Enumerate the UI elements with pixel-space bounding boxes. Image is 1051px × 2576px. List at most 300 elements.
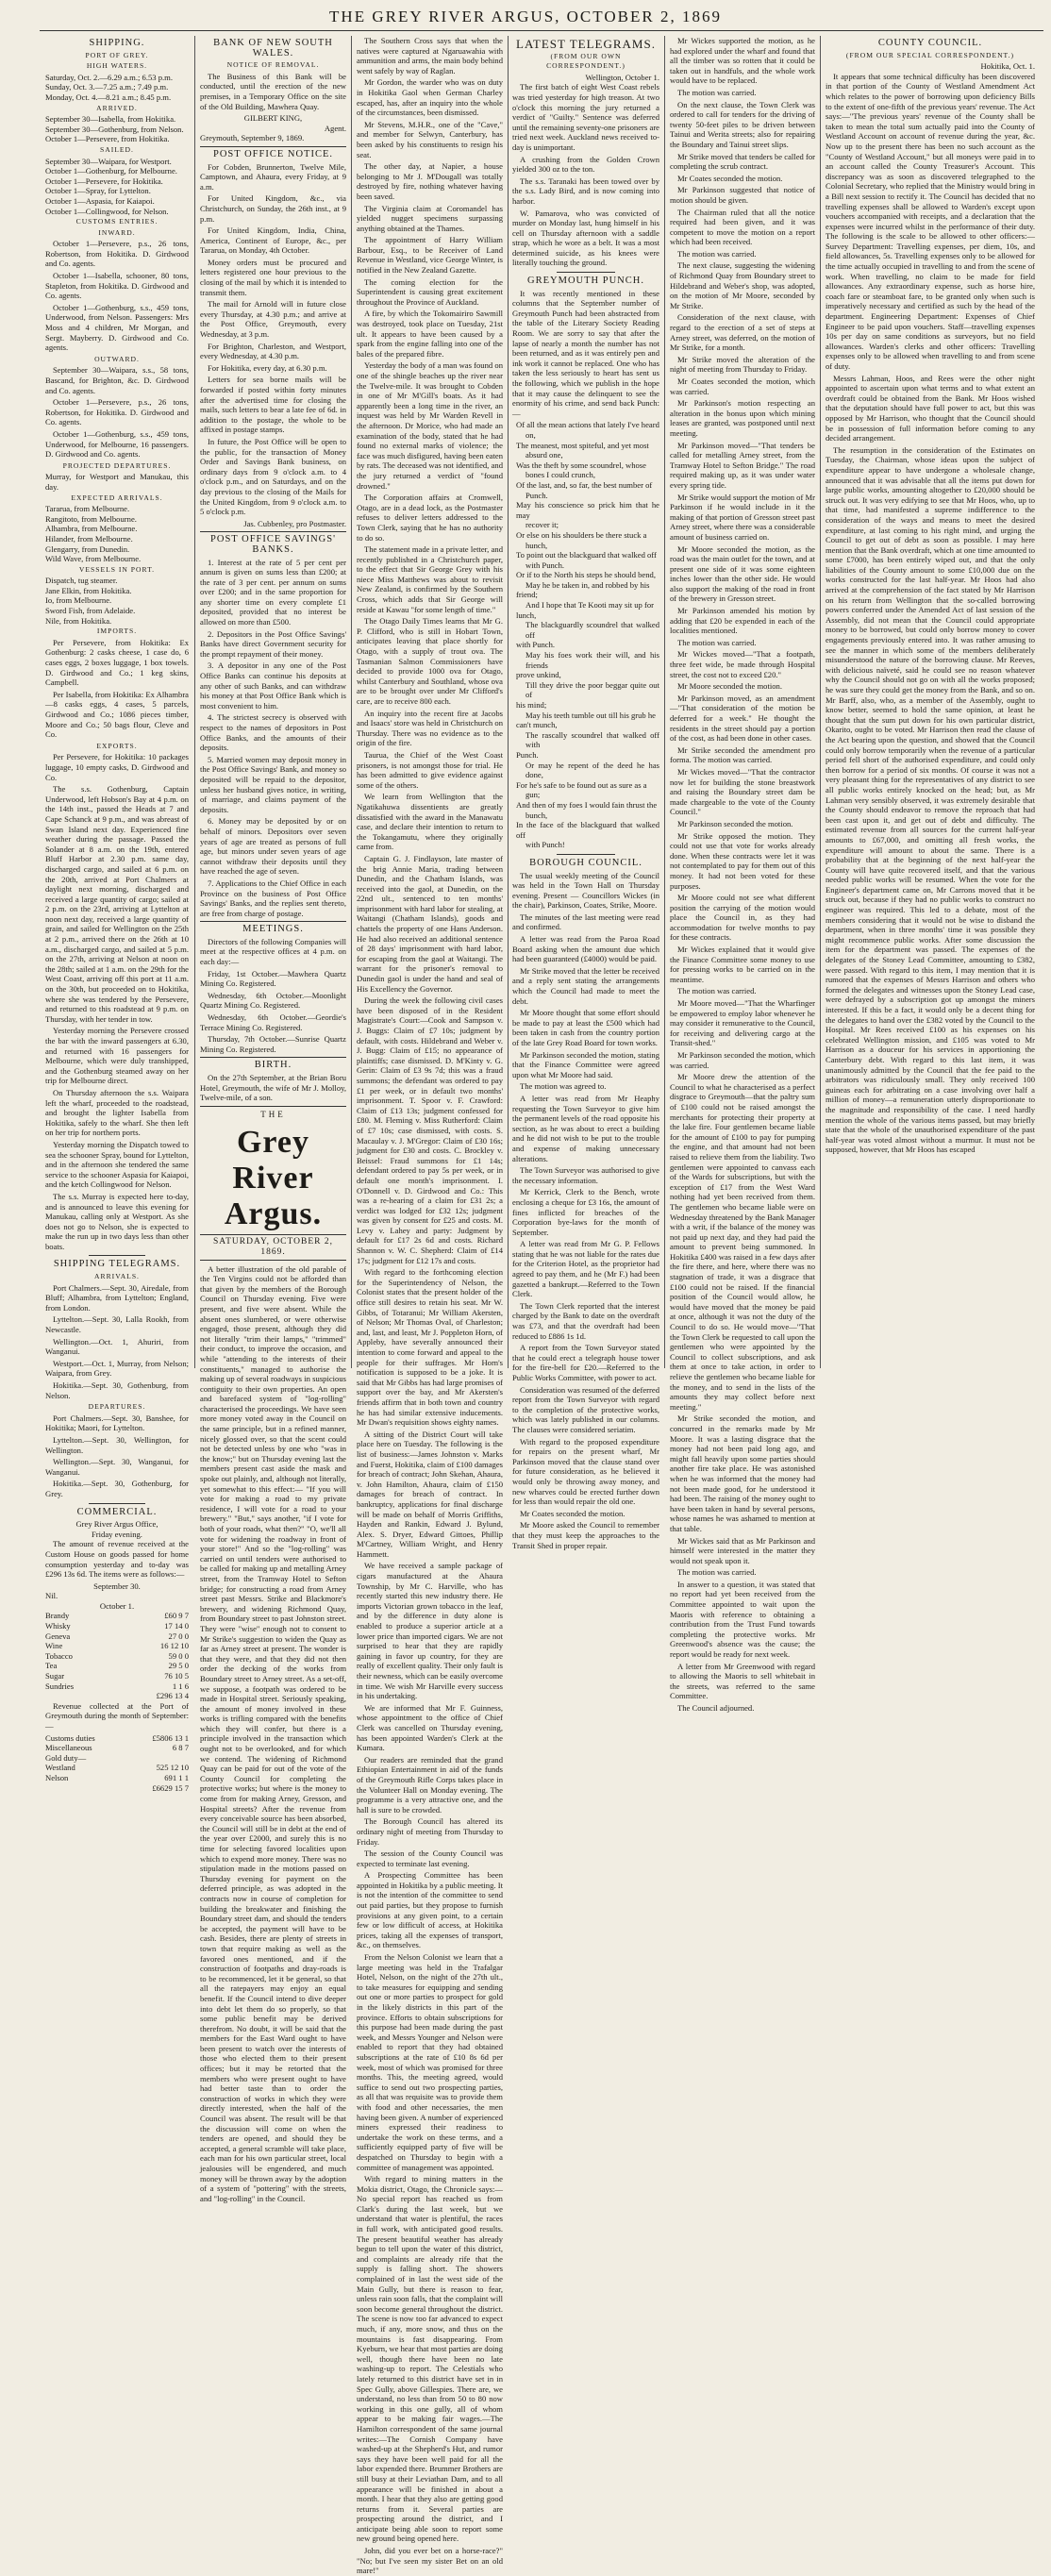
report-paragraph: Yesterday morning the Persevere crossed the bar with the inward passengers at 6.30, and returned with 16 passengers for Melbourne, which were duly transhipped, and the Gothenburg steamed away on her trip for Melbourne direct. [45, 1026, 189, 1086]
borough-paragraph: The Chairman ruled that all the notice required had been given, and it was competent to move the motion on a report which had been received. [670, 207, 815, 247]
in-port-line: Io, from Melbourne. [45, 595, 112, 606]
post-paragraph: For Cobden, Brunnerton, Twelve Mile, Camptown, and Ahaura, every Friday, at 9 a.m. [200, 161, 346, 192]
item-value: £60 9 7 [164, 1611, 189, 1621]
item-name: Customs duties [45, 1732, 95, 1743]
commercial-item-row [45, 1631, 189, 1642]
borough-paragraph: The motion was carried. [677, 637, 757, 647]
column-rule [820, 36, 821, 1368]
arrived-line: September 30—Isabella, from Hokitika. [45, 114, 176, 125]
in-port-line: Nile, from Hokitika. [45, 615, 112, 626]
birth-heading: BIRTH. [254, 1060, 292, 1071]
post-signature: Jas. Cubbenley, pro Postmaster. [243, 518, 346, 528]
item-value: 27 0 0 [168, 1631, 189, 1641]
poem-line: In the face of the blackguard that walked off [516, 820, 659, 840]
poem-line: with Punch. [516, 640, 556, 650]
post-notice-body [200, 162, 346, 517]
poem-line: recover it; [526, 520, 559, 530]
news-paragraph: The statement made in a private letter, and recently published in a Christchurch paper, to the effect that Sir George Grey with his niece Miss Matthews was about to revisit New Zealand, is confirmed by the Southern Cross, which adds that Sir George will reside at Kawau "for some length of time." [357, 544, 503, 614]
revenue-total-row [45, 1783, 189, 1794]
inward-entry: October 1—Gothenburg, s.s., 459 tons, Underwood, from Nelson. Passengers: Mrs Moss and 4 children, Mr Morgan, and Sergt. Mayberry. D. Girdwood and Co. agents. [45, 302, 189, 353]
column-rule [508, 36, 509, 1368]
borough-paragraph: A report from the Town Surveyor stated that he could erect a telegraph house tower for the fire-bell for £20.—Referred to the Public Works Committee, with power to act. [512, 1343, 659, 1382]
poem-line: The meanest, most spiteful, and yet most [516, 440, 649, 450]
post-paragraph: For Hokitika, every day, at 6.30 p.m. [208, 362, 327, 373]
item-value: 17 14 0 [164, 1621, 189, 1631]
borough-paragraph: The usual weekly meeting of the Council was held in the Town Hall on Thursday evening. Present — Councillors Wickes (in the chair), Parkinson, Coates, Strike, Moore. [512, 870, 659, 911]
commercial-item-row [45, 1671, 189, 1681]
item-name: Miscellaneous [45, 1743, 92, 1753]
port-label: PORT OF GREY. [85, 50, 149, 59]
poem-line: gun; [526, 790, 541, 800]
borough-paragraph: A letter was read from the Paroa Road Board asking when the amount due which had been guaranteed (£4000) would be paid. [512, 934, 659, 964]
borough-paragraph: Mr Moore seconded the motion. [677, 681, 782, 692]
column-3 [357, 36, 503, 2576]
imports-list [45, 638, 189, 740]
poem-line: The rascally scoundrel that walked off with [526, 729, 659, 750]
report-paragraph: The s.s. Gothenburg, Captain Underwood, left Hobson's Bay at 4 p.m. on the 14th inst., passed the Heads at 7 and Cape Schanck at 9 p.m., and was abreast of Swan Island next day. Experienced fine weather during the passage. Passed the Solander at 8 a.m. on the 19th, entered Bluff Harbor at 2.30 p.m. same day, discharged cargo, and sailed at 6 p.m. on the 20th, arrived at Port Chalmers at daylight next morning, discharged and received a large quantity of cargo; sailed at 2 p.m. on the 23rd, arriving at Lyttelton at noon next day, received a large quantity of grain, and sailed for Wellington on the 25th at 2 p.m., arrived there on the 26th at 10 a.m., discharged cargo, and sailed at 5 p.m. on the 27th, arriving at Nelson at noon on the 28th; sailed at 1 a.m. on the 29th for the West Coast, arriving off this port at 11 a.m. on the 30th, but proceeded on to Hokitika, where she was tendered by the Persevere, and returned to this roadstead at 9 p.m. on Thursday, with her tender in tow. [45, 784, 189, 1024]
item-name: Westland [45, 1763, 75, 1773]
news-paragraph: The Southern Cross says that when the natives were captured at Ngaruawahia with ammunition and arms, the main body behind went safely by way of Raglan. [357, 36, 503, 75]
poem-line: his mind; [516, 700, 547, 710]
borough-paragraph: The minutes of the last meeting were read and confirmed. [512, 912, 659, 932]
punch-body [512, 289, 659, 419]
meeting-item: Wednesday, 6th October.—Moonlight Quartz Mining Co. Registered. [200, 990, 346, 1011]
outward-list [45, 365, 189, 459]
divider [89, 1255, 146, 1256]
shipping-report [45, 784, 189, 1251]
high-water-line: Monday, Oct. 4.—8.21 a.m.; 8.45 p.m. [45, 92, 172, 102]
revenue-total: £6629 15 7 [152, 1782, 189, 1793]
borough-paragraph: Mr Kerrick, Clerk to the Bench, wrote enclosing a cheque for £3 16s, the amount of fines inflicted for breaches of the Corporation bye-laws for the month of September. [512, 1187, 659, 1237]
savings-paragraph: 5. Married women may deposit money in the Post Office Savings' Bank, and money so deposited will be repaid to the depositor, unless her husband gives notice, in writing, of marriage, and claims payment of the deposits. [200, 754, 346, 814]
news-paragraph: With regard to the forthcoming election for the Superintendency of Nelson, the Colonist states that the present holder of the office still desires to retain his seat. Mr W. Gibbs, of Totaranui; Mr William Akersten, of Nelson; Mr Thomas Oval, of Charleston; and, last, and least, Mr J. Poppleton Horn, of Appleby, have severally announced their intention to come forward and appeal to the people for their suffrages. Mr Horn's notification is supposed to be a joke. It is said that Mr Gibbs has had large promises of support over the bay, and Mr Akersten's friends affirm that in both town and country he has had similar extensive inducements. Mr Dwan's requisition shows eighty names. [357, 1267, 503, 1428]
poem-line: May his teeth tumble out till his grub he [526, 710, 656, 720]
divider [557, 854, 615, 855]
column-6 [826, 36, 1035, 1368]
telegram-departures-list [45, 1413, 189, 1499]
report-paragraph: On Thursday afternoon the s.s. Waipara left the wharf, proceeded to the roadstead, and brought the lighter Isabella from Hokitika, safely to the wharf. She then left on her trip for northern ports. [45, 1087, 189, 1138]
item-value: 691 1 1 [164, 1772, 189, 1782]
borough-paragraph: Mr Coates seconded the motion. [677, 173, 783, 183]
telegram-arrival: Westport.—Oct. 1, Murray, from Nelson; Waipara, from Grey. [45, 1358, 189, 1379]
borough-paragraph: Mr Strike seconded the motion, and concurred in the remarks made by Mr Moore. It was a lasting disgrace that the money had not been paid long ago, and might fall heavily upon some parties should another fire take place. He was astonished when he was informed that the money had not been made good, for he understood it had been. The raising of the money ought to have been taken in hand by several persons, whose names he was ashamed to mention at that table. [670, 1413, 815, 1533]
newspaper-flag: Grey River Argus. [224, 1125, 323, 1232]
divider [200, 1106, 346, 1107]
high-water-line: Saturday, Oct. 2.—6.29 a.m.; 6.53 p.m. [45, 72, 174, 82]
telegram-arrival: Hokitika.—Sept. 30, Gothenburg, from Nelson. [45, 1380, 189, 1400]
expected-line: Wild Wave, from Melbourne. [45, 554, 142, 564]
revenue-row [45, 1763, 189, 1773]
leader-paragraph: A better illustration of the old parable of the Ten Virgins could not be afforded than that given by the members of the Borough Council on Thursday evening. Five were present, and five were absent. While the absent ones slumbered, or were otherwise engaged, those present, although they did not literally "trim their lamps," "trimmed" their conduct, to improve the occasion, and while "attending to the interests of their constituents," managed to authorise the making up of several roadways in suspicious contiguity to their own properties. An open and barefaced system of "log-rolling" characterised the proceedings. We have seen more money voted away in the Council on the same principle, but in a refined manner, nicely glossed over, so that the scent could not be detected unless by one who "was in the know;" but on Thursday evening last the members present cast aside the mask and spoke out plainly, and, although not literally, yet somewhat to this effect:— "If you will vote for making a road to my private residence, I will vote for a road to your brewery." "But," says another, "if I vote for both of your roads, what then?" "O, we'll all vote for widening the roadway in front of your store!" And so the "log-rolling" was carried on until tenders were authorised to be called for making up and metalling Arney street, from the Tramway Hotel to Sefton bridge; for constructing a road from Arney street past Messrs. Strike and Blackmore's brewery, and widening Richmond Quay, from Boundary street to past Johnston street. They were "wise" enough not to consent to Mr Strike's suggestion to widen the Quay as far as Arney street at present. The wonder is that they were, and that they did not then order the decking of the works from Boundary street to Arney street. As a set-off, we suppose, a footpath was ordered to be made in Hospital street. Seriously speaking, the amount of money involved in these works is trifling compared with the benefits which they will confer, but there is a principle involved in the transaction which ought not to be overlooked, and for which we contend. The widening of Richmond Quay can be paid for out of the vote of the County Council for completing the protective works; but where is the money to come from for making Arney, Gresson, and Hospital streets? After the revenue from every conceivable source has been absorbed, the Council will still be in debt at the end of the year over £2000, and surely this is no time for selecting favored localities upon which to expend more money. There was no stipulation made in the motions passed on Thursday evening for payment on the deferred principle, as was adopted in the contracts now in course of completion for building the breakwater and finishing the Boundary street dam, and should the tenders be accepted, the payment will have to be cash. Besides, there are plenty of streets in town that require making as well as the favored ones mentioned, and if the construction of footpaths and dray-roads is to be recommenced, let it be general, so that all the ratepayers may enjoy an equal benefit. If the Council intend to dive deeper into debt let them do so properly, so that some public benefit may be derived therefrom. No doubt, it will be said that the members for the East Ward ought to have been present to watch over the interests of those who elected them to their present offices; but it may be retorted that the members who were present ought to have had better taste than to order the construction of works in which they were directly interested, when the half of the Council was absent. The result will be that the discussion will come on when the tenders are opened, and should they be accepted, a general scramble will take place, each man for his own particular street, local jealousies will be engendered, and much money will be thrown away by the adoption of a system of "pottering" with the streets, and "log-rolling" in the Council. [200, 1263, 346, 2203]
county-paragraph: Messrs Lahman, Hoos, and Rees were the other night appointed to ascertain upon what terms and to what extent an overdraft could be obtained from the Bank. Mr Hoos wished that the deputation should have full power to act, but this was opposed by Mr Harrison, who thought that the Council should be in possession of full information before coming to any decided arrangement. [826, 373, 1035, 443]
in-port-line: Dispatch, tug steamer. [45, 576, 118, 586]
news-paragraph: We are informed that Mr F. Guinness, whose appointment to the office of Chief Clerk was cancelled on Thursday evening, has been appointed Warden's Clerk at the Kumara. [357, 1702, 503, 1753]
savings-paragraph: 3. A depositor in any one of the Post Office Banks can continue his deposits at any other of such Banks, and can withdraw his money at that Post Office Bank which is most convenient to him. [200, 661, 346, 711]
borough-paragraph: Mr Wickes said that as Mr Parkinson and himself were interested in the matter they would not speak upon it. [670, 1535, 815, 1565]
borough-heading: BOROUGH COUNCIL. [529, 857, 642, 868]
post-paragraph: In future, the Post Office will be open to the public, for the transaction of Money Order and Savings Bank business, on ordinary days from 9 o'clock a.m. to 4 o'clock p.m., and on Saturdays, and on the day previous to the closing of the Mails for the United Kingdom, from 9 o'clock a.m. to 5 o'clock p.m. [200, 436, 346, 517]
news-paragraph: Captain G. J. Findlayson, late master of the brig Annie Maria, trading between Dunedin, and the Chatham Islands, was received into the gaol, at Dunedin, on the 22nd ult., sentenced to ten months' imprisonment with hard labor for stealing, at Waitangi (Chatham Islands), goods and chattels the property of one Hans Anderson. He had also received an additional sentence of 28 days' imprisonment with hard labor, for escaping from the gaol at Waitangi. The warrant for the prisoner's removal to Dunedin gaol is under the hand and seal of His Excellency the Governor. [357, 853, 503, 994]
news-paragraph: The Borough Council has altered its ordinary night of meeting from Thursday to Friday. [357, 1816, 503, 1847]
news-paragraph: The appointment of Harry William Barbour, Esq., to be Receiver of Land Revenue in Westland, vice George Winter, is notified in the New Zealand Gazette. [357, 235, 503, 276]
shipping-telegrams-heading: SHIPPING TELEGRAMS. [53, 1259, 181, 1270]
import-entry: Per Persevere, from Hokitika: Ex Gothenburg: 2 casks cheese, 1 case do, 6 cases eggs, 2 boxes luggage, 1 box towels. D. Girdwood and Co.; 1 keg skins, Campbell. [45, 637, 189, 688]
borough-paragraph: Mr Wickes moved—"That a footpath, three feet wide, be made through Hospital street, the cost not to exceed £20." [670, 649, 815, 679]
divider [200, 146, 346, 147]
news-paragraph: A fire, by which the Tokomairiro Sawmill was destroyed, took place on Tuesday, 21st ult. It appears to have been caused by a spark from the engine falling into one of the bales of the prepared fibre. [357, 309, 503, 359]
news-paragraph: Taurua, the Chief of the West Coast prisoners, is not amongst those for trial. He has been admitted to give evidence against some of the others. [357, 749, 503, 790]
borough-paragraph: Mr Strike opposed the motion. They could not use that vote for works already done. When these contracts were let it was not contemplated to pay for them out of this money. It had not been voted for these purposes. [670, 830, 815, 891]
divider [200, 531, 346, 532]
telegram-departure: Wellington.—Sept. 30, Wanganui, for Wanganui. [45, 1457, 189, 1477]
poem-line: May he be taken in, and robbed by his [526, 579, 650, 590]
borough-paragraph: Mr Wickes explained that it would give the Finance Committee some money to use for pressing works to be carried on in the meantime. [670, 945, 815, 984]
revenue-intro: Revenue collected at the Port of Greymouth during the month of September:— [45, 1700, 189, 1731]
borough-paragraph: Mr Moore could not see what different position the carrying of the motion would place the Council in, as they had accommodation for twelve months to pay for these contracts. [670, 893, 815, 943]
poem-line: hunch, [526, 540, 548, 550]
borough-paragraph: In answer to a question, it was stated that no report had yet been received from the Committee appointed to wait upon the Maoris with reference to obtaining a contribution from the Trust Fund towards completing the protective works. Mr Greenwood's absence was the cause; the report would be ready for next week. [670, 1579, 815, 1660]
bank-date: Greymouth, September 9, 1869. [200, 133, 305, 143]
savings-paragraph: 1. Interest at the rate of 5 per cent per annum is given on sums less than £200; at the rate of 3 per cent. per annum on sums over £200; and in the same proportion for any shorter time on every complete £1 deposited, provided that no interest be allowed on more than £500. [200, 557, 346, 627]
sailed-line: September 30—Waipara, for Westport. [45, 156, 172, 166]
news-paragraph: Mr Gordon, the warder who was on duty in Hokitika Gaol when German Charley escaped, has, after an inquiry into the whole of the circumstances, been dismissed. [357, 77, 503, 118]
news-paragraph: Our readers are reminded that the grand Ethiopian Entertainment in aid of the funds of the Greymouth Rifle Corps takes place in the Volunteer Hall on Monday evening. The programme is a very attractive one, and the hall is sure to be crowded. [357, 1754, 503, 1815]
county-body [826, 72, 1035, 1155]
telegram-arrivals-list [45, 1283, 189, 1401]
customs-label: CUSTOMS ENTRIES. [75, 217, 158, 226]
borough-body-continued [670, 36, 815, 1714]
borough-paragraph: Mr Moore thought that some effort should be made to pay at least the £500 which had been taken in cash from the country portion of the late Grey Road Board for town works. [512, 1008, 659, 1047]
revenue-row [45, 1743, 189, 1753]
borough-paragraph: Mr Coates seconded the motion, which was carried. [670, 376, 815, 396]
telegram-departures-label: DEPARTURES. [88, 1402, 146, 1412]
poem-line: can't munch, [516, 720, 558, 730]
borough-paragraph: Mr Wickes moved—"That the contractor now let for building the stone breastwork and raising the Boundary street dam be made chargeable to the vote of the County Council." [670, 766, 815, 817]
sailed-line: October 1—Aspasia, for Kaiapoi. [45, 195, 155, 206]
county-heading: COUNTY COUNCIL. [877, 38, 983, 48]
revenue-table [45, 1733, 189, 1783]
item-name: Gold duty— [45, 1752, 87, 1763]
item-value: 1 1 6 [172, 1681, 189, 1691]
telegram-departure: Port Chalmers.—Sept. 30, Banshee, for Hokitika; Maori, for Lyttelton. [45, 1413, 189, 1433]
borough-paragraph: Mr Parkinson's motion respecting an alteration in the bonus upon which mining leases are granted, was postponed until next meeting. [670, 398, 815, 438]
column-rule [351, 36, 352, 1368]
commercial-date-1: September 30. [93, 1581, 141, 1591]
news-paragraph: During the week the following civil cases have been disposed of in the Resident Magistrate's Court:—Cook and Sampson v. J. Buggs: Claim of £7 10s; judgment by default, with costs. Hildebrand and Weber v. J. Bugg: Claim of £15; no appearance of plaintiffs; case dismissed. D. M'Kinty v. G. Gerin: Claim of £3 9s 7d; this was a fraud summons; the defendant was ordered to pay £1 per week, or in default two months' imprisonment. T. Spoor v. F. Crawford: Claim of £13 13s; judgment confessed for £80. M. Fleming v. Miss Rutherford: Claim of £7 10s; case dismissed, with costs. S. Macaulay v. J. M'Gregor: Claim of £30 16s; judgment for £30 and costs. C. Brockley v. Beissel: Fraud summons for £1 14s; defendant ordered to pay 5s per week, or in default one month's imprisonment. I. O'Donnell v. D. Girdwood and Co.: This was a re-hearing of a claim for £31 2s; a verdict was lodged for £32 12s; judgment was given by consent for £25 and costs. M. Levy v. Lahey and party: Judgment by default for £17 2s 6d and costs. Richard Shannon v. W. C. Shepherd: Claim of £14 17s; judgment for £12 17s and costs. [357, 995, 503, 1265]
divider [200, 921, 346, 922]
poem-line: And I hope that Te Kooti may sit up for [526, 600, 655, 611]
borough-paragraph: Consideration was resumed of the deferred report from the Town Surveyor with regard to the completion of the protective works, which was lately published in our columns. The clauses were considered seriatim. [512, 1384, 659, 1434]
item-value: 29 5 0 [168, 1661, 189, 1671]
news-paragraph: Yesterday the body of a man was found on one of the shingle beaches up the river near the Twelve-mile. It was brought to Cobden in one of Mr M'Gill's boats. As it had apparently been a long time in the river, an inquest was held by Mr Warden Revell in the afternoon. Dr Morice, who had made an examination of the body, stated that he had found no external marks of violence; the face was much disfigured, having been eaten by rats. The deceased was not identified, and the jury returned a verdict of "found drowned." [357, 360, 503, 491]
borough-paragraph: The motion was carried. [677, 248, 757, 259]
punch-poem [512, 420, 659, 850]
bank-heading: BANK OF NEW SOUTH WALES. [213, 38, 333, 59]
borough-paragraph: Mr Moore asked the Council to remember that they must keep the approaches to the Transit Shed in proper repair. [512, 1520, 659, 1550]
borough-paragraph: On the next clause, the Town Clerk was ordered to call for tenders for the driving of twenty 50-feet piles to be driven between Tainui and Werita streets; also for repairing the Boundary and Tainui street slips. [670, 99, 815, 149]
punch-paragraph: It was recently mentioned in these columns that the September number of Greymouth Punch had been abstracted from the table of the Literary Society Reading Room. We are sorry to say that after the lapse of nearly a month the number has not been returned, and as it was entirely pen and ink work it cannot be replaced. One who has taken the less seriously to heart has sent us the following, which we publish in the hope that it may cause the delinquent to see the enormity of his crime, and send back Punch:— [512, 288, 659, 418]
borough-paragraph: The motion was carried. [677, 87, 757, 97]
commercial-item-row [45, 1661, 189, 1671]
divider [200, 1057, 346, 1058]
post-paragraph: Letters for sea borne mails will be forwarded if posted within forty minutes after the advertised time for closing the mails, such letters to bear a late fee of 6d. in addition to the postage, the whole to be affixed in postage stamps. [200, 375, 346, 435]
meeting-item: Wednesday, 6th October.—Geordie's Terrace Mining Co. Registered. [200, 1012, 346, 1032]
borough-paragraph: Mr Strike seconded the amendment pro forma. The motion was carried. [670, 744, 815, 765]
bank-body: The Business of this Bank will be conducted, until the erection of the new premises, in a Temporary Office on the site of the Old Building, Mawhera Quay. [200, 71, 346, 111]
expected-line: Alhambra, from Melbourne. [45, 524, 138, 534]
divider [89, 1503, 146, 1504]
sailed-label: SAILED. [100, 144, 134, 154]
outward-entry: October 1—Persevere, p.s., 26 tons, Robertson, for Hokitika. D. Girdwood and Co. agents. [45, 397, 189, 427]
sailed-line: October 1—Persevere, for Hokitika. [45, 176, 163, 186]
poem-line: May his conscience so prick him that he may [516, 500, 659, 520]
sailed-line: October 1—Collingwood, for Nelson. [45, 206, 169, 216]
projected-label: PROJECTED DEPARTURES. [62, 460, 172, 470]
news-paragraph: The Corporation affairs at Cromwell, Otago, are in a dead lock, as the Postmaster refuses to deliver letters addressed to the Town Clerk, saying that he has no authority to do so. [357, 493, 503, 543]
shipping-heading: SHIPPING. [89, 38, 145, 48]
borough-paragraph: Mr Moore moved—"That the Wharfinger be empowered to employ labor whenever he may consider it remunerative to the Council, for receiving and delivering cargo at the Transit-shed." [670, 998, 815, 1048]
sailed-line: October 1—Spray, for Lyttelton. [45, 186, 151, 196]
news-paragraph: With regard to mining matters in the Mokia district, Otago, the Chronicle says:—No special report has reached us from Clark's during the last week, but we understand that water is plentiful, the races in full work, with anticipated good results. The present beautiful weather has already begun to tell upon the water of this district, and complaints are already rife that the supply is falling short. The showers complained of in last the west side of the Main Gully, but there is reason to fear, unless rain soon falls, that the complaint will soon become general throughout the district. The scene is now too far advanced to expect much, if any, more snow, and thus on the mountains is fast disappearing. From Kyeburn, we hear that most parties are doing well, though there have been no late washing-up to report. The Celestials who lately returned to this district have set in in Spec Gully, above Gillespies. There are, we understand, no less than from 50 to 80 now working in this one gully, all of whom appear to be making fair wages.—The Hamilton correspondent of the same journal writes:—The Cornish Company have washed-up at the Shepherd's Hut, and rumor says they have been well paid for all the labor expended there. Brummer Brothers are still busy at their Leviathan Dam, and to all appearance will be finished in about a month. I hear that they also are getting good returns from it. Several parties are prospecting around the district, and I anticipate being able soon to report some new ground being opened here. [357, 2174, 503, 2544]
news-paragraph: The coming election for the Superintendent is causing great excitement throughout the Province of Auckland. [357, 276, 503, 307]
news-paragraph: The Otago Daily Times learns that Mr G. P. Clifford, who is still in Hobart Town, anticipates leaving that place shortly for Otago, with a supply of trout ova. The Tasmanian Salmon Commissioners have decided to provide 1000 ova for Otago, whilst Canterbury and Southland, whose ova are to be brought over under Mr Clifford's care, are to receive 800 each. [357, 616, 503, 706]
latest-body [512, 82, 659, 268]
news-paragraph: A Prospecting Committee has been appointed in Hokitika by a public meeting. It is not the intention of the committee to send out paid parties, but they propose to furnish provisions at any given point, to a certain few or low difficult of access, at Hokitika prices, taking all the expenses of transport, &c., on themselves. [357, 1870, 503, 1950]
borough-paragraph: With regard to the proposed expenditure for repairs on the present wharf, Mr Parkinson moved that the clause stand over for future consideration, as he believed it would only be throwing away money, and new wharves could be erected further down for less than would repair the old one. [512, 1436, 659, 1507]
borough-paragraph: Consideration of the next clause, with regard to the erection of a set of steps at Arney street, was deferred, on the motion of Mr Strike, for a month. [670, 312, 815, 353]
news-paragraph: We have received a sample package of cigars manufactured at the Ahaura Township, by Mr C. Harville, who has recently started this new industry there. He imports Victorian grown tobacco in the leaf, and by the difference in duty alone is enabled to produce a superior article at a lower price than imported cigars. We are not surprised to hear that they are rapidly gaining in favor up country, for they are really of excellent quality. Their only fault is their newness, which can be easily overcome in time. We wish Mr Harville every success in his undertaking. [357, 1561, 503, 1701]
savings-paragraph: 4. The strictest secrecy is observed with respect to the names of depositors in Post Office Banks, and the amounts of their deposits. [200, 712, 346, 753]
issue-date: SATURDAY, OCTOBER 2, 1869. [200, 1234, 346, 1260]
poem-line: And then of my foes I would fain thrust the [516, 799, 658, 810]
savings-heading: POST OFFICE SAVINGS' BANKS. [210, 534, 336, 555]
exports-label: EXPORTS. [96, 741, 138, 750]
in-port-line: Jane Elkin, from Hokitika. [45, 585, 132, 595]
borough-paragraph: Mr Strike moved that the letter be received and a reply sent stating the arrangements which the Council had made to meet the debt. [512, 965, 659, 1006]
poem-line: bunch, [526, 810, 548, 820]
report-paragraph: Yesterday morning the Dispatch towed to sea the schooner Spray, bound for Lyttelton, and in the afternoon she tendered the same service to the schooner Aspasia for Kaiapoi, and the ketch Collingwood for Nelson. [45, 1139, 189, 1190]
borough-paragraph: Mr Parkinson seconded the motion, which was carried. [670, 1050, 815, 1070]
borough-paragraph: A letter was read from Mr Heaphy requesting the Town Surveyor to give him the permanent levels of the road opposite his section, as he was about to erect a building and he did not wish to be put to the trouble and expense of making unnecessary alterations. [512, 1093, 659, 1163]
telegram-arrival: Lyttelton.—Sept. 30, Lalla Rookh, from Newcastle. [45, 1314, 189, 1335]
borough-paragraph: A letter from Mr Greenwood with regard to allowing the Maoris to sell whitebait in the streets, was referred to the same Committee. [670, 1661, 815, 1701]
poem-line: Of all the mean actions that lately I've heard [516, 420, 659, 430]
poem-line: friend; [516, 590, 538, 600]
arrived-line: October 1—Persevere, from Hokitika. [45, 134, 170, 144]
commercial-item-row [45, 1611, 189, 1621]
meeting-item: Friday, 1st October.—Mawhera Quartz Mining Co. Registered. [200, 968, 346, 989]
masthead-rule [40, 30, 1043, 31]
commercial-item-row [45, 1681, 189, 1692]
expected-line: Tararua, from Melbourne. [45, 504, 130, 514]
inward-label: INWARD. [98, 227, 136, 237]
poem-line: Or if to the North his steps he should bend, [516, 570, 656, 580]
post-heading: POST OFFICE NOTICE. [212, 148, 334, 159]
item-name: Tobacco [45, 1650, 73, 1661]
expected-label: EXPECTED ARRIVALS. [71, 493, 163, 502]
poem-line: bones I could crunch, [526, 470, 595, 480]
county-dateline: Hokitika, Oct. 1. [980, 61, 1035, 72]
item-value: 525 12 10 [156, 1763, 189, 1773]
telegram-paragraph: A crushing from the Golden Crown yielded 300 oz to the ton. [512, 154, 659, 175]
telegram-departure: Lyttelton.—Sept. 30, Wellington, for Wellington. [45, 1434, 189, 1455]
expected-list [45, 504, 189, 564]
item-name: Brandy [45, 1611, 70, 1621]
borough-paragraph: Mr Strike would support the motion of Mr Parkinson if he would include in it the making of that portion of Gresson street past Arney street, where there was a considerable amount of business carried on. [670, 492, 815, 542]
imports-label: IMPORTS. [96, 627, 138, 636]
latest-dateline: Wellington, October 1. [585, 72, 659, 82]
borough-paragraph: Mr Moore seconded the motion, as the road was the main outlet for the town, and at present one side of it was some eighteen inches lower than the other side. He would also support the making of the road in front of the brewery in Gresson street. [670, 544, 815, 604]
savings-paragraph: 2. Depositors in the Post Office Savings' Banks have direct Government security for the prompt repayment of their money. [200, 628, 346, 659]
item-value: 59 0 0 [168, 1650, 189, 1661]
telegram-paragraph: The first batch of eight West Coast rebels was tried yesterday for high treason. At two o'clock this morning the jury returned a verdict of "Guilty." Sentence was deferred until the remaining seventy-one prisoners are tried next week. Auckland news received to-day is unimportant. [512, 82, 659, 152]
item-value: 76 10 5 [164, 1671, 189, 1681]
arrived-label: ARRIVED. [96, 103, 138, 112]
news-paragraph: Mr Stevens, M.H.R., one of the "Cave," and member for Selwyn, Canterbury, has been asked by his constituents to resign his seat. [357, 119, 503, 159]
poem-line: Till they drive the poor beggar quite out of [526, 679, 659, 700]
commercial-total-row [45, 1691, 189, 1701]
borough-paragraph: Mr Wickes supported the motion, as he had explored under the wharf and found that all the timber was so rotten that it could be taken out in handfuls, and the whole work would have to be replaced. [670, 36, 815, 86]
borough-body [512, 871, 659, 1551]
county-paragraph: It appears that some technical difficulty has been discovered in that portion of the County of Westland Amendment Act which relates to the power of borrowing upon deficiency Bills to the extent of one-fifth of the previous years' revenue. The Act says:—"The previous years' revenue of the County shall be taken to mean the total sum actually paid into the County of Westland Account on account of revenue during the year, &c. Now up to the present there has been no such account as the "County of Westland Account," but all moneys were paid in to an account called the County Treasurer's Account. This discrepancy was as soon as discovered telegraphed to the Colonial Secretary, who replied that the Ministry would bring in a Bill next session to rectify it. The Council has decided that no travelling expenses shall be allowed to Warden's except upon vouchers accompanied with receipts, and a declaration that the expenses were incurred whilst in the performance of their duty. The following is the scale to be allowed to other officers:—Survey Department: Travelling expenses, per diem, 10s, and field allowances, 5s. Travelling expenses only to be allowed for the time actually occupied in travelling to and from the scene of work. When travelling, no claim to be made for field allowances. Any extraordinary expense, such as horse hire, coach fare or steamboat fare, to be granted only when such is imperatively necessary and certified as such by the head of the department. Engineering Department: Expenses of Chief Engineer to be paid upon vouchers. Staff—travelling expenses 10s per day on same conditions as surveyors, but no field allowances. Warden's clerks and other officers: Travelling expenses only to be allowed when travelling to and from scene of duty. [826, 71, 1035, 371]
bank-signature: GILBERT KING, [243, 113, 303, 124]
item-name: Wine [45, 1641, 63, 1651]
poem-line: Of the last, and, so far, the best number of [516, 479, 653, 490]
post-paragraph: For Brighton, Charleston, and Westport, every Wednesday, at 4.30 p.m. [200, 341, 346, 361]
latest-sub: (FROM OUR OWN CORRESPONDENT.) [546, 51, 626, 71]
telegram-arrival: Port Chalmers.—Sept. 30, Airedale, from Bluff; Alhambra, from Lyttelton; England, from London. [45, 1282, 189, 1313]
borough-paragraph: A letter was read from Mr G. P. Fellows stating that he was not liable for the rates due for the Criterion Hotel, as the proprietor had agreed to pay them, and he (Mr F.) had been gazetted a bankrupt.—Referred to the Town Clerk. [512, 1239, 659, 1299]
post-paragraph: For United Kingdom, India, China, America, Continent of Europe, &c., per Tararua, on Monday, 4th October. [200, 226, 346, 256]
divider [557, 272, 615, 273]
borough-paragraph: The motion was agreed to. [520, 1081, 607, 1092]
flag-the: THE [260, 1109, 286, 1119]
projected-text: Murray, for Westport and Manukau, this day. [45, 472, 189, 492]
column-4 [512, 36, 659, 1550]
masthead: THE GREY RIVER ARGUS, OCTOBER 2, 1869 [329, 8, 722, 25]
item-name: Whisky [45, 1621, 71, 1631]
column-rule [194, 36, 195, 1368]
post-paragraph: For United Kingdom, &c., via Christchurch, on Sunday, the 26th inst., at 9 p.m. [200, 193, 346, 224]
borough-paragraph: Mr Parkinson amended his motion by adding that £20 be expended in each of the localities mentioned. [670, 606, 815, 636]
inward-list [45, 239, 189, 353]
poem-line: Punch. [516, 749, 539, 760]
borough-paragraph: The motion was carried. [677, 1567, 757, 1578]
sailed-list [45, 157, 189, 217]
arrived-list [45, 114, 189, 144]
news-paragraph: From the Nelson Colonist we learn that a large meeting was held in the Trafalgar Hotel, Nelson, on the night of the 27th ult., to take measures for equipping and sending out one or more parties to prospect for gold in the likely districts in this part of the province. Efforts to obtain subscriptions for this purpose had been made during the past week, and Messrs Younger and Nelson were enabled to report that they had obtained subscriptions at the rate of £10 8s 6d per week, most of which was promised for three months. This, the meeting agreed, would suffice to send out two prospecting parties, as all that was requisite was to provide them with food and other necessaries, the men having been given. A number of experienced miners expressed their readiness to undertake the work on these terms, and a sufficiently equipped party of five will be despatched on Thursday to begin with a committee of management was appointed. [357, 1952, 503, 2172]
commercial-intro: The amount of revenue received at the Custom House on goods passed for home consumption yesterday and to-day was £296 13s 6d. The items were as follows:— [45, 1539, 189, 1580]
borough-paragraph: The motion was carried. [677, 986, 757, 996]
meeting-item: Thursday, 7th October.—Sunrise Quartz Mining Co. Registered. [200, 1034, 346, 1054]
poem-line: The blackguardly scoundrel that walked off [526, 620, 659, 640]
telegram-arrival: Wellington.—Oct. 1, Ahuriri, from Wanganui. [45, 1336, 189, 1357]
borough-paragraph: Mr Strike moved that tenders be called for completing the scrub contract. [670, 151, 815, 172]
telegram-departure: Hokitika.—Sept. 30, Gothenburg, for Grey. [45, 1479, 189, 1498]
news-paragraph: We learn from Wellington that the Ngatikahuwa dissentients are greatly dissatisfied with the award in the Manawatu case, and declare their intention to return to the Tokangamutu, where they originally came from. [357, 792, 503, 852]
news-paragraph: John, did you ever bet on a horse-race?" "No; but I've seen my sister Bet on an old mare!" [357, 2546, 503, 2576]
item-name: Geneva [45, 1631, 71, 1641]
latest-telegrams-heading: LATEST TELEGRAMS. [516, 37, 656, 51]
revenue-row [45, 1753, 189, 1764]
outward-label: OUTWARD. [94, 354, 140, 363]
poem-line: Punch. [526, 490, 548, 500]
savings-body [200, 558, 346, 919]
meetings-heading: MEETINGS. [242, 924, 304, 935]
poem-line: For he's safe to be found out as sure as a [516, 779, 647, 790]
post-paragraph: Money orders must be procured and letters registered one hour previous to the closing of the mail by which it is intended to transmit them. [200, 257, 346, 297]
poem-line: Or may he repent of the deed he has done, [526, 760, 659, 780]
exports-text: Per Persevere, for Hokitika: 10 packages luggage, 10 empty casks, D. Girdwood and Co. [45, 752, 189, 782]
commercial-item-row [45, 1651, 189, 1662]
in-port-line: Sword Fish, from Adelaide. [45, 606, 136, 616]
column-rule [664, 36, 665, 1368]
borough-paragraph: The next clause, suggesting the widening of Richmond Quay from Boundary street to Hildebrand and Weber's shop, was adopted, on the motion of Mr Moore, seconded by Mr Strike. [670, 260, 815, 310]
poem-line: on, [526, 429, 536, 440]
meetings-intro: Directors of the following Companies will meet at the respective offices at 4 p.m. on each day:— [200, 936, 346, 967]
high-waters-label: HIGH WATERS. [86, 61, 148, 71]
sailed-line: October 1—Gothenburg, for Melbourne. [45, 166, 177, 176]
revenue-row [45, 1733, 189, 1744]
commercial-day: Friday evening. [92, 1529, 142, 1539]
high-waters-list [45, 73, 189, 103]
poem-line: with Punch. [526, 560, 565, 570]
borough-paragraph: Mr Strike moved the alteration of the night of meeting from Thursday to Friday. [670, 354, 815, 375]
commercial-heading: COMMERCIAL. [76, 1506, 158, 1517]
bank-role: Agent. [324, 123, 346, 133]
leader-article [200, 1264, 346, 2204]
borough-paragraph: The Town Surveyor was authorised to give the necessary information. [512, 1165, 659, 1185]
news-paragraph: An inquiry into the recent fire at Jacobs and Isaacs' store was held in Christchurch on Thursday. There was no evidence as to the origin of the fire. [357, 708, 503, 748]
high-water-line: Sunday, Oct. 3.—7.25 a.m.; 7.49 p.m. [45, 82, 169, 92]
borough-paragraph: The Council adjourned. [677, 1703, 755, 1713]
borough-paragraph: Mr Parkinson seconded the motion, stating that the Finance Committee were agreed upon what Mr Moore had said. [512, 1049, 659, 1079]
county-paragraph: The resumption in the consideration of the Estimates on Tuesday, the Chairman, whose ideas upon the subject of expenditure appear to have undergone a wholesale change, announced that it was advisable that all the items put down for large public works, amounting altogether to £20,000 should be struck out. It was very edifying to see that Mr Hoos, who, up to that time, had manifested a supreme indifference to the consideration of the ways and means to meet the desired expenditure, at last coming to his right mind, and urging the Council to get out of debt as soon as possible. I may here mention that the Bank overdraft, which at one time amounted to some £7000, has been entirely wiped out, and that the only liabilities of the County amount to some £10,000 due on the works constructed for the last half-year. Mr Hoos had also arrived at the comprehension of the fact stated by Mr Harrison on his return from Wellington that the so-called borrowing powers conferred under the Amended Act of last session of the Assembly, did not mean that the Council could appropriate money to be borrowed, but could only borrow money to cover engagements previously entered into. It was rather amusing to see the manner in which some of the members deliberately misunderstood the nature of the borrowing clause. Mr Reeves, with delicious naïveté, said he could see no reason whatever why the Council should not go on with all the works proposed; he was sure they could get the money from the Bank, and so on. Mr Barff, also, who, as a member of the Assembly, ought to know better, seemed to hold the same opinion, at least he thought that the sum put down for his own particular district, Okarito, ought to be voted. Mr Harrison then read the clause of the Act bearing upon the question, and showed that the Council could only borrow temporarily when the revenue of a particular period fell short of the authorised expenditure, and could only then borrow for a period of six months. Of course it was not a very pleasant thing for the representatives of any district to see all public works entirely knocked on the head; but, as Mr Lahman very sensibly observed, it was extremely desirable that the County should endeavor to remove the reproach that had been cast upon it, and get out of debt and difficulty. The estimated revenue from all sources for the current half-year amounts to £67,000, and omitting all fresh works, the expenditure will amount to about the same. There is a probability that at the beginning of the next half-year the County will have quite recovered itself, and that the various needed public works will be resumed. When the vote for the Engineer's department came on, Mr Carrons moved that it be struck out, because if they had no public works to construct no engineer was required. This led to a debate, most of the members considering that it would not be wise to disband the department, when in three months' time it was possible they might recommence public works. After some discussion the item for the department was passed. The expenses of the delegates of the Stoney Lead Committee, amounting to £382, were passed. With regard to this item, I may mention that it is rumored that the expenses of Messrs Harrison and others who formed the delegates and witnesses upon the Stoney Lead case, were defrayed by a subscription got up amongst the miners interested. If this be a fact, it would only be a decent thing for the delegates to hand over the £382 voted by the Council to the Hospital. Mr Rees received £100 as his expenses on his celebrated Wellington mission, and £105 was voted to Mr Harrison as a douceur for his services in apportioning the Canterbury debt. With regard to this last item, it was unanimously admitted by the Council that the fee paid to the arbitrators was ridiculously small. They only received 100 guineas each for arbitrating on a case involving over half a million of money—a remuneration utterly disproportionate to the magnitude and responsibility of the case. I need hardly mention the whole of the various items passed, but may briefly state that the whole of the unauthorised expenditure of the past half-year was voted almost without a murmur. It must not be supposed, however, that Mr Hoos has escaped [826, 444, 1035, 1155]
inward-entry: October 1—Persevere, p.s., 26 tons, Robertson, from Hokitika. D. Girdwood and Co. agents. [45, 239, 189, 269]
column-2 [200, 36, 346, 2203]
poem-line: with Punch! [526, 840, 565, 850]
column-5 [670, 36, 815, 1713]
expected-line: Hilander, from Melbourne. [45, 533, 133, 544]
report-paragraph: The s.s. Murray is expected here to-day, and is announced to leave this evening for Manukau, calling only at Westport. As she does not go to Nelson, she is expected to make the run up in two days less than other boats. [45, 1191, 189, 1251]
item-name: Nelson [45, 1772, 69, 1782]
borough-paragraph: Mr Moore drew the attention of the Council to what he characterised as a perfect disgrace to Greymouth—that the paltry sum of £100 could not be raised amongst the merchants for protecting their property at the lake fire. Four gentlemen became liable for the amount of £100 to pay for pumping the engine, and that amount had not been raised to relieve them from the liability. Two gentlemen were appointed to canvass each of the Wards for subscriptions, but with the exception of £17 from the West Ward nothing had yet been received from them. The gentlemen who became liable were on Wednesday threatened by the Bank Manager with a writ, if the balance of the money was not paid up next day, and they had paid the amount to prevent being summoned. In Hokitika £400 was raised in a few days after the fire there, and here, where there was no stagnation of trade, it was a disgrace that £100 could not be raised. If the financial position of the Council would allow, he would have moved that the money be paid at once, although it was not the duty of the Council to do so. He would move—"That the Town Clerk be requested to call upon the gentlemen who were appointed by the Council to collect subscriptions, and ask them at once to take action, in order to relieve the gentlemen who became liable for the money, and to send in the lists of the amounts they may collect before next meeting." [670, 1072, 815, 1412]
poem-line: prove unkind, [516, 670, 561, 680]
column-1 [45, 36, 189, 1793]
item-value: 16 12 10 [159, 1641, 189, 1651]
poem-line: To point out the blackguard that walked off [516, 550, 657, 560]
item-name: Tea [45, 1661, 58, 1671]
borough-paragraph: Mr Coates seconded the motion. [520, 1508, 626, 1518]
item-value: £5806 13 1 [152, 1732, 189, 1743]
borough-paragraph: The Town Clerk reported that the interest charged by the Bank to date on the overdraft was £73, and that the overdraft had been reduced to £886 1s 1d. [512, 1300, 659, 1341]
outward-entry: October 1—Gothenburg, s.s., 459 tons, Underwood, for Melbourne, 16 passengers. D. Girdwood and Co. agents. [45, 428, 189, 460]
borough-paragraph: Mr Parkinson suggested that notice of motion should be given. [670, 185, 815, 205]
poem-line: lunch, [516, 610, 537, 620]
news-paragraph: The other day, at Napier, a house belonging to Mr J. M'Dougall was totally destroyed by fire, nothing whatever having been saved. [357, 161, 503, 201]
arrived-line: September 30—Gothenburg, from Nelson. [45, 124, 184, 134]
expected-line: Rangitoto, from Melbourne. [45, 513, 137, 524]
commercial-items-table [45, 1611, 189, 1691]
meetings-list [200, 969, 346, 1055]
commercial-nil: Nil. [45, 1591, 58, 1601]
post-paragraph: The mail for Arnold will in future close every Thursday, at 4.30 p.m.; and arrive at the Post Office, Greymouth, every Wednesday, at 3 p.m. [200, 299, 346, 340]
item-value: 6 8 7 [172, 1743, 189, 1753]
commercial-office: Grey River Argus Office, [75, 1519, 158, 1530]
item-name: Sundries [45, 1681, 75, 1691]
punch-heading: GREYMOUTH PUNCH. [527, 276, 644, 287]
poem-line: absurd one, [526, 450, 563, 460]
